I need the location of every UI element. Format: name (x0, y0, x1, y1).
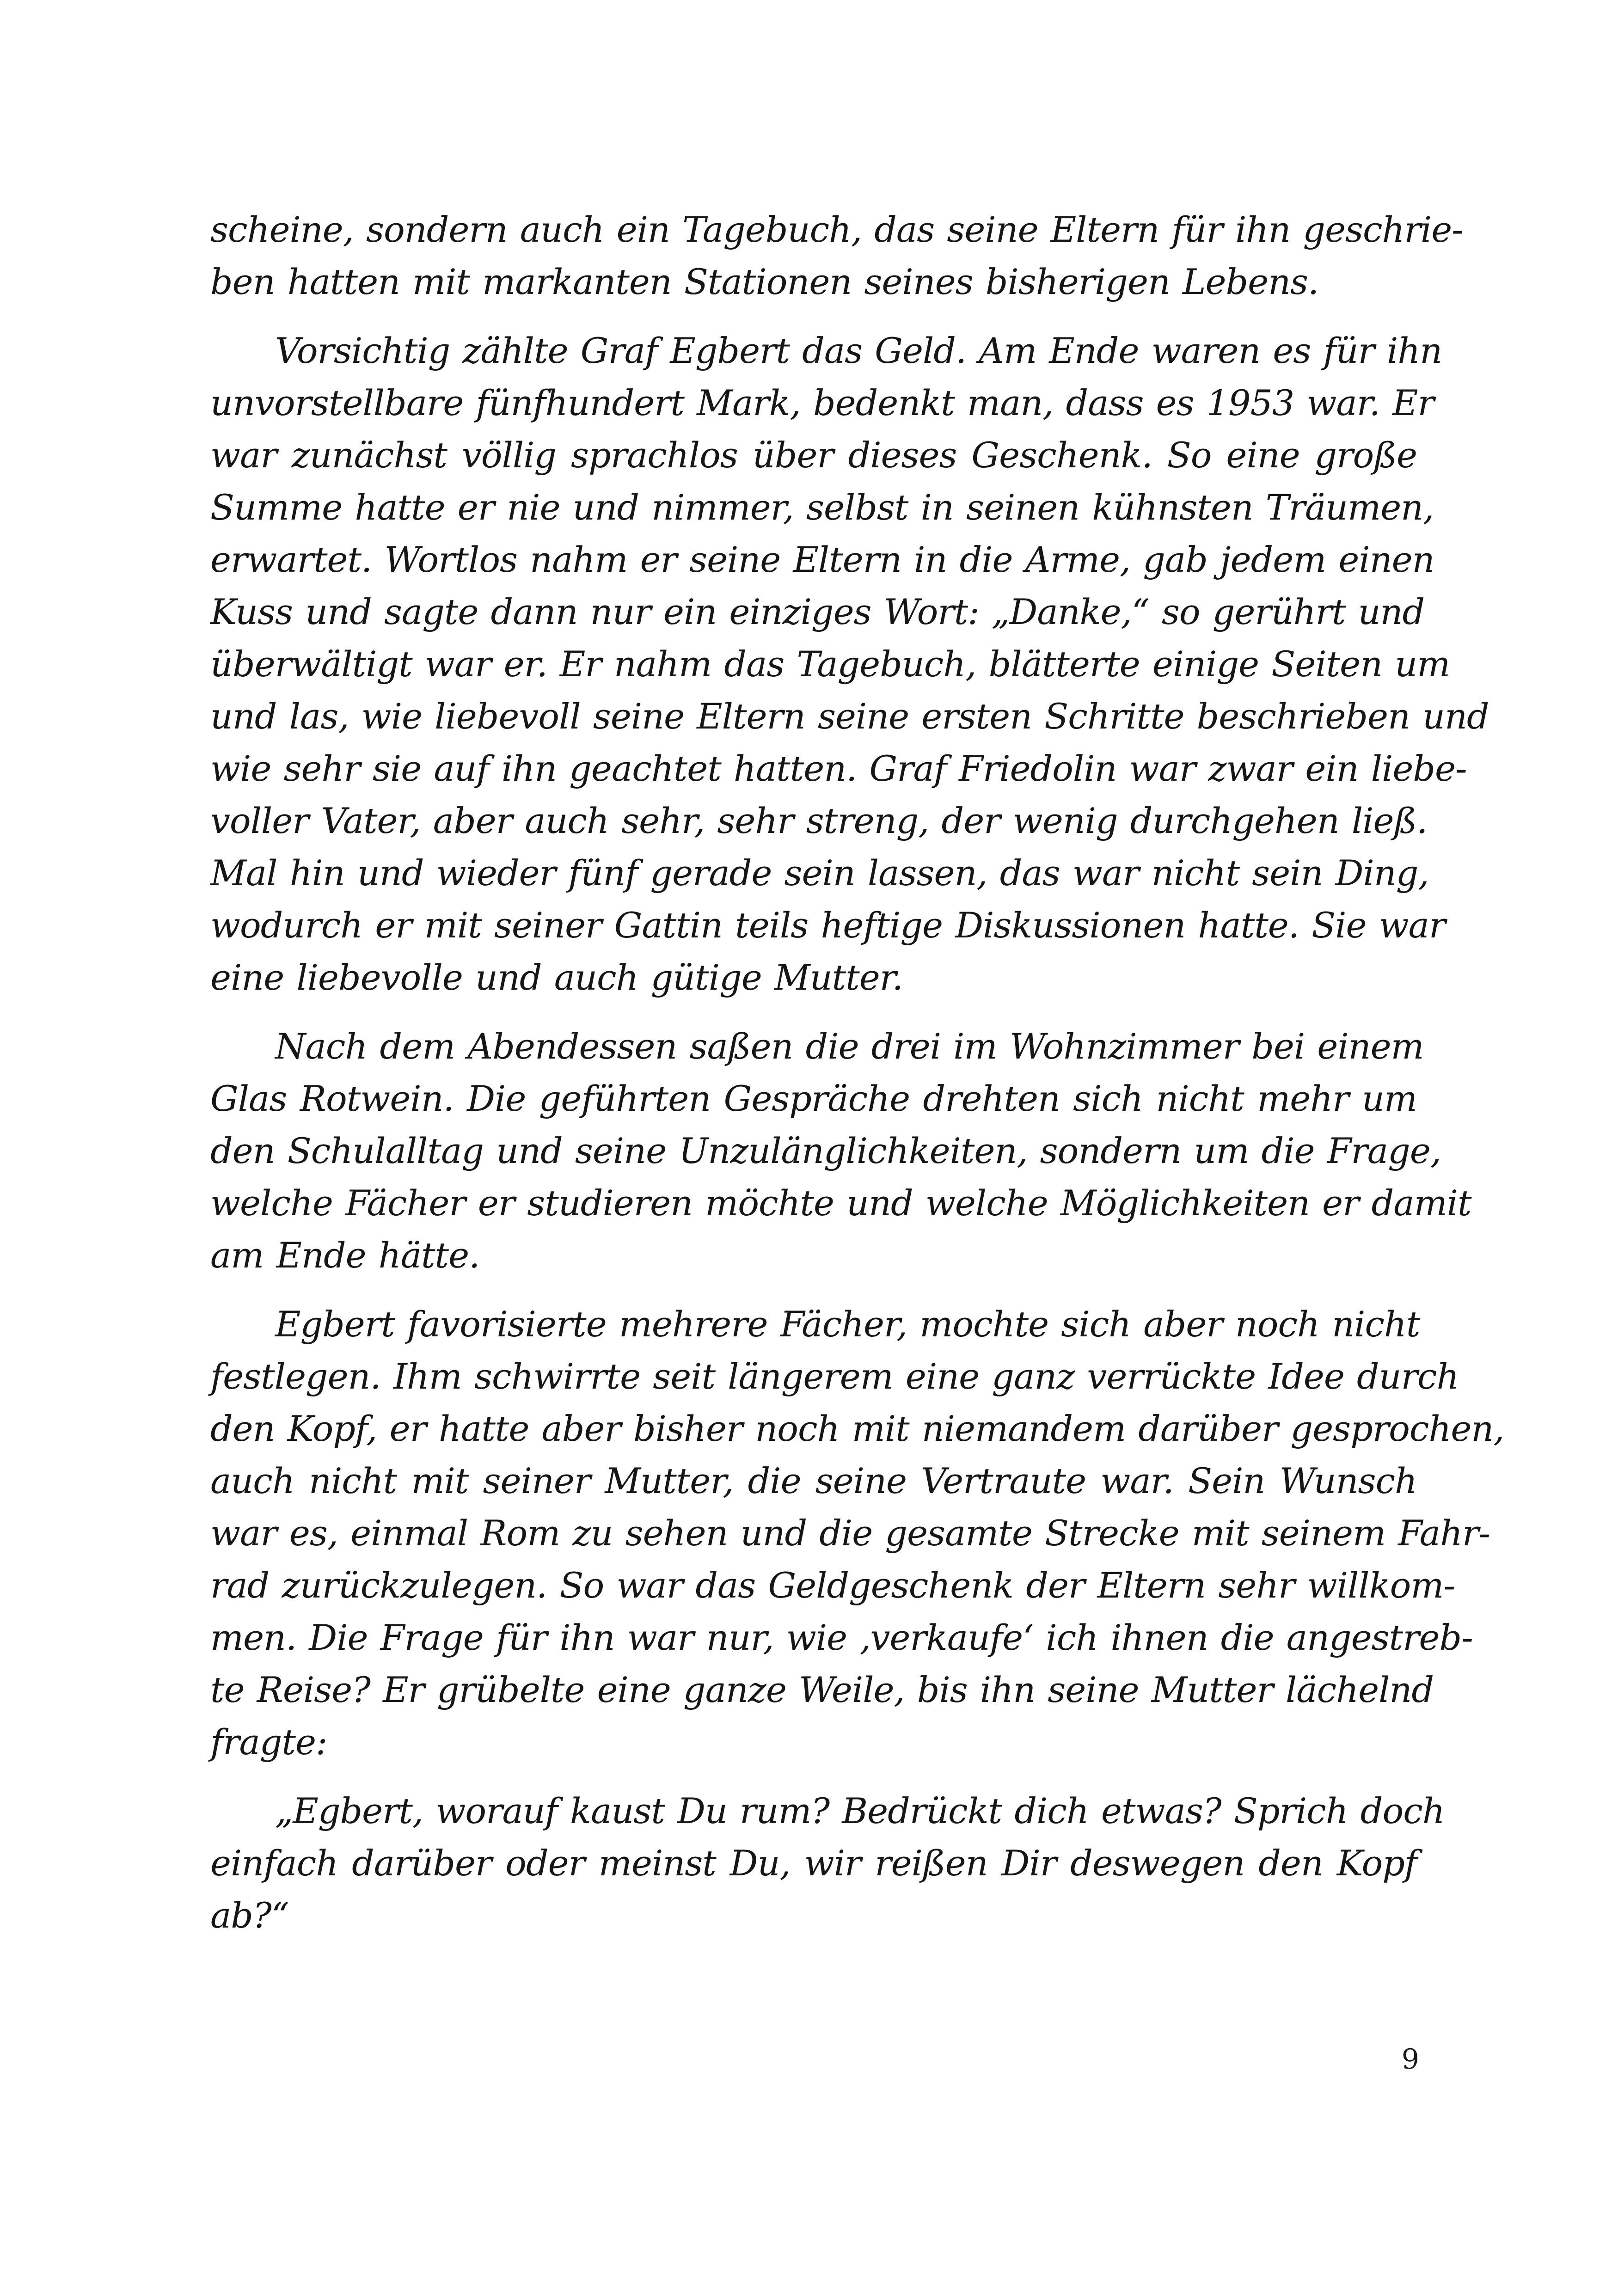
text-line: „Egbert, worauf kaust Du rum? Bedrückt dich etwas? Sprich doch (275, 1790, 1445, 1831)
text-line: am Ende hätte. (210, 1235, 480, 1276)
page-number: 9 (1401, 2043, 1419, 2076)
text-line: Vorsichtig zählte Graf Egbert das Geld. Am Ende waren es für ihn (275, 330, 1442, 371)
text-line: wie sehr sie auf ihn geachtet hatten. Graf Friedolin war zwar ein liebe- (210, 748, 1467, 789)
text-line: erwartet. Wortlos nahm er seine Eltern in die Arme, gab jedem einen (210, 539, 1434, 580)
text-line: Nach dem Abendessen saßen die drei im Wohnzimmer bei einem (275, 1026, 1424, 1067)
text-line: voller Vater, aber auch sehr, sehr streng, der wenig durchgehen ließ. (210, 800, 1428, 841)
text-line: wodurch er mit seiner Gattin teils heftige Diskussionen hatte. Sie war (210, 905, 1446, 946)
text-line: te Reise? Er grübelte eine ganze Weile, bis ihn seine Mutter lächelnd (210, 1669, 1434, 1710)
text-line: ben hatten mit markanten Stationen seines bisherigen Lebens. (210, 261, 1319, 302)
text-line: Mal hin und wieder fünf gerade sein lassen, das war nicht sein Ding, (210, 852, 1429, 894)
paragraph (210, 325, 1489, 1004)
text-line: war zunächst völlig sprachlos über dieses Geschenk. So eine große (210, 435, 1417, 476)
text-line: scheine, sondern auch ein Tagebuch, das seine Eltern für ihn geschrie- (210, 209, 1463, 250)
text-line: ab?“ (210, 1895, 289, 1936)
text-line: fragte: (210, 1721, 327, 1763)
paragraph (210, 1298, 1504, 1768)
text-line: und las, wie liebevoll seine Eltern seine ersten Schritte beschrieben und (210, 696, 1489, 737)
text-line: festlegen. Ihm schwirrte seit längerem eine ganz verrückte Idee durch (210, 1356, 1459, 1397)
text-line: rad zurückzulegen. So war das Geldgeschenk der Eltern sehr willkom- (210, 1565, 1455, 1606)
text-line: den Kopf, er hatte aber bisher noch mit niemandem darüber gesprochen, (210, 1408, 1504, 1449)
text-line: Egbert favorisierte mehrere Fächer, mochte sich aber noch nicht (275, 1304, 1420, 1345)
paragraph (210, 203, 1463, 308)
text-line: auch nicht mit seiner Mutter, die seine Vertraute war. Sein Wunsch (210, 1460, 1417, 1501)
text-line: den Schulalltag und seine Unzulänglichkeiten, sondern um die Frage, (210, 1130, 1441, 1171)
text-line: eine liebevolle und auch gütige Mutter. (210, 957, 903, 998)
text-line: überwältigt war er. Er nahm das Tagebuch, blätterte einige Seiten um (210, 643, 1450, 685)
text-line: war es, einmal Rom zu sehen und die gesamte Strecke mit seinem Fahr- (210, 1512, 1490, 1554)
text-line: Kuss und sagte dann nur ein einziges Wort: „Danke,“ so gerührt und (210, 591, 1425, 632)
text-line: unvorstellbare fünfhundert Mark, bedenkt man, dass es 1953 war. Er (210, 382, 1434, 423)
text-line: Summe hatte er nie und nimmer, selbst in seinen kühnsten Träumen, (210, 487, 1434, 528)
text-line: Glas Rotwein. Die geführten Gespräche drehten sich nicht mehr um (210, 1078, 1417, 1119)
text-line: welche Fächer er studieren möchte und welche Möglichkeiten er damit (210, 1182, 1471, 1224)
paragraph (210, 1785, 1445, 1941)
body-text (210, 203, 1504, 1941)
text-line: einfach darüber oder meinst Du, wir reißen Dir deswegen den Kopf (210, 1843, 1417, 1884)
text-line: men. Die Frage für ihn war nur, wie ‚verkaufe‘ ich ihnen die angestreb- (210, 1617, 1473, 1658)
paragraph (210, 1020, 1471, 1281)
